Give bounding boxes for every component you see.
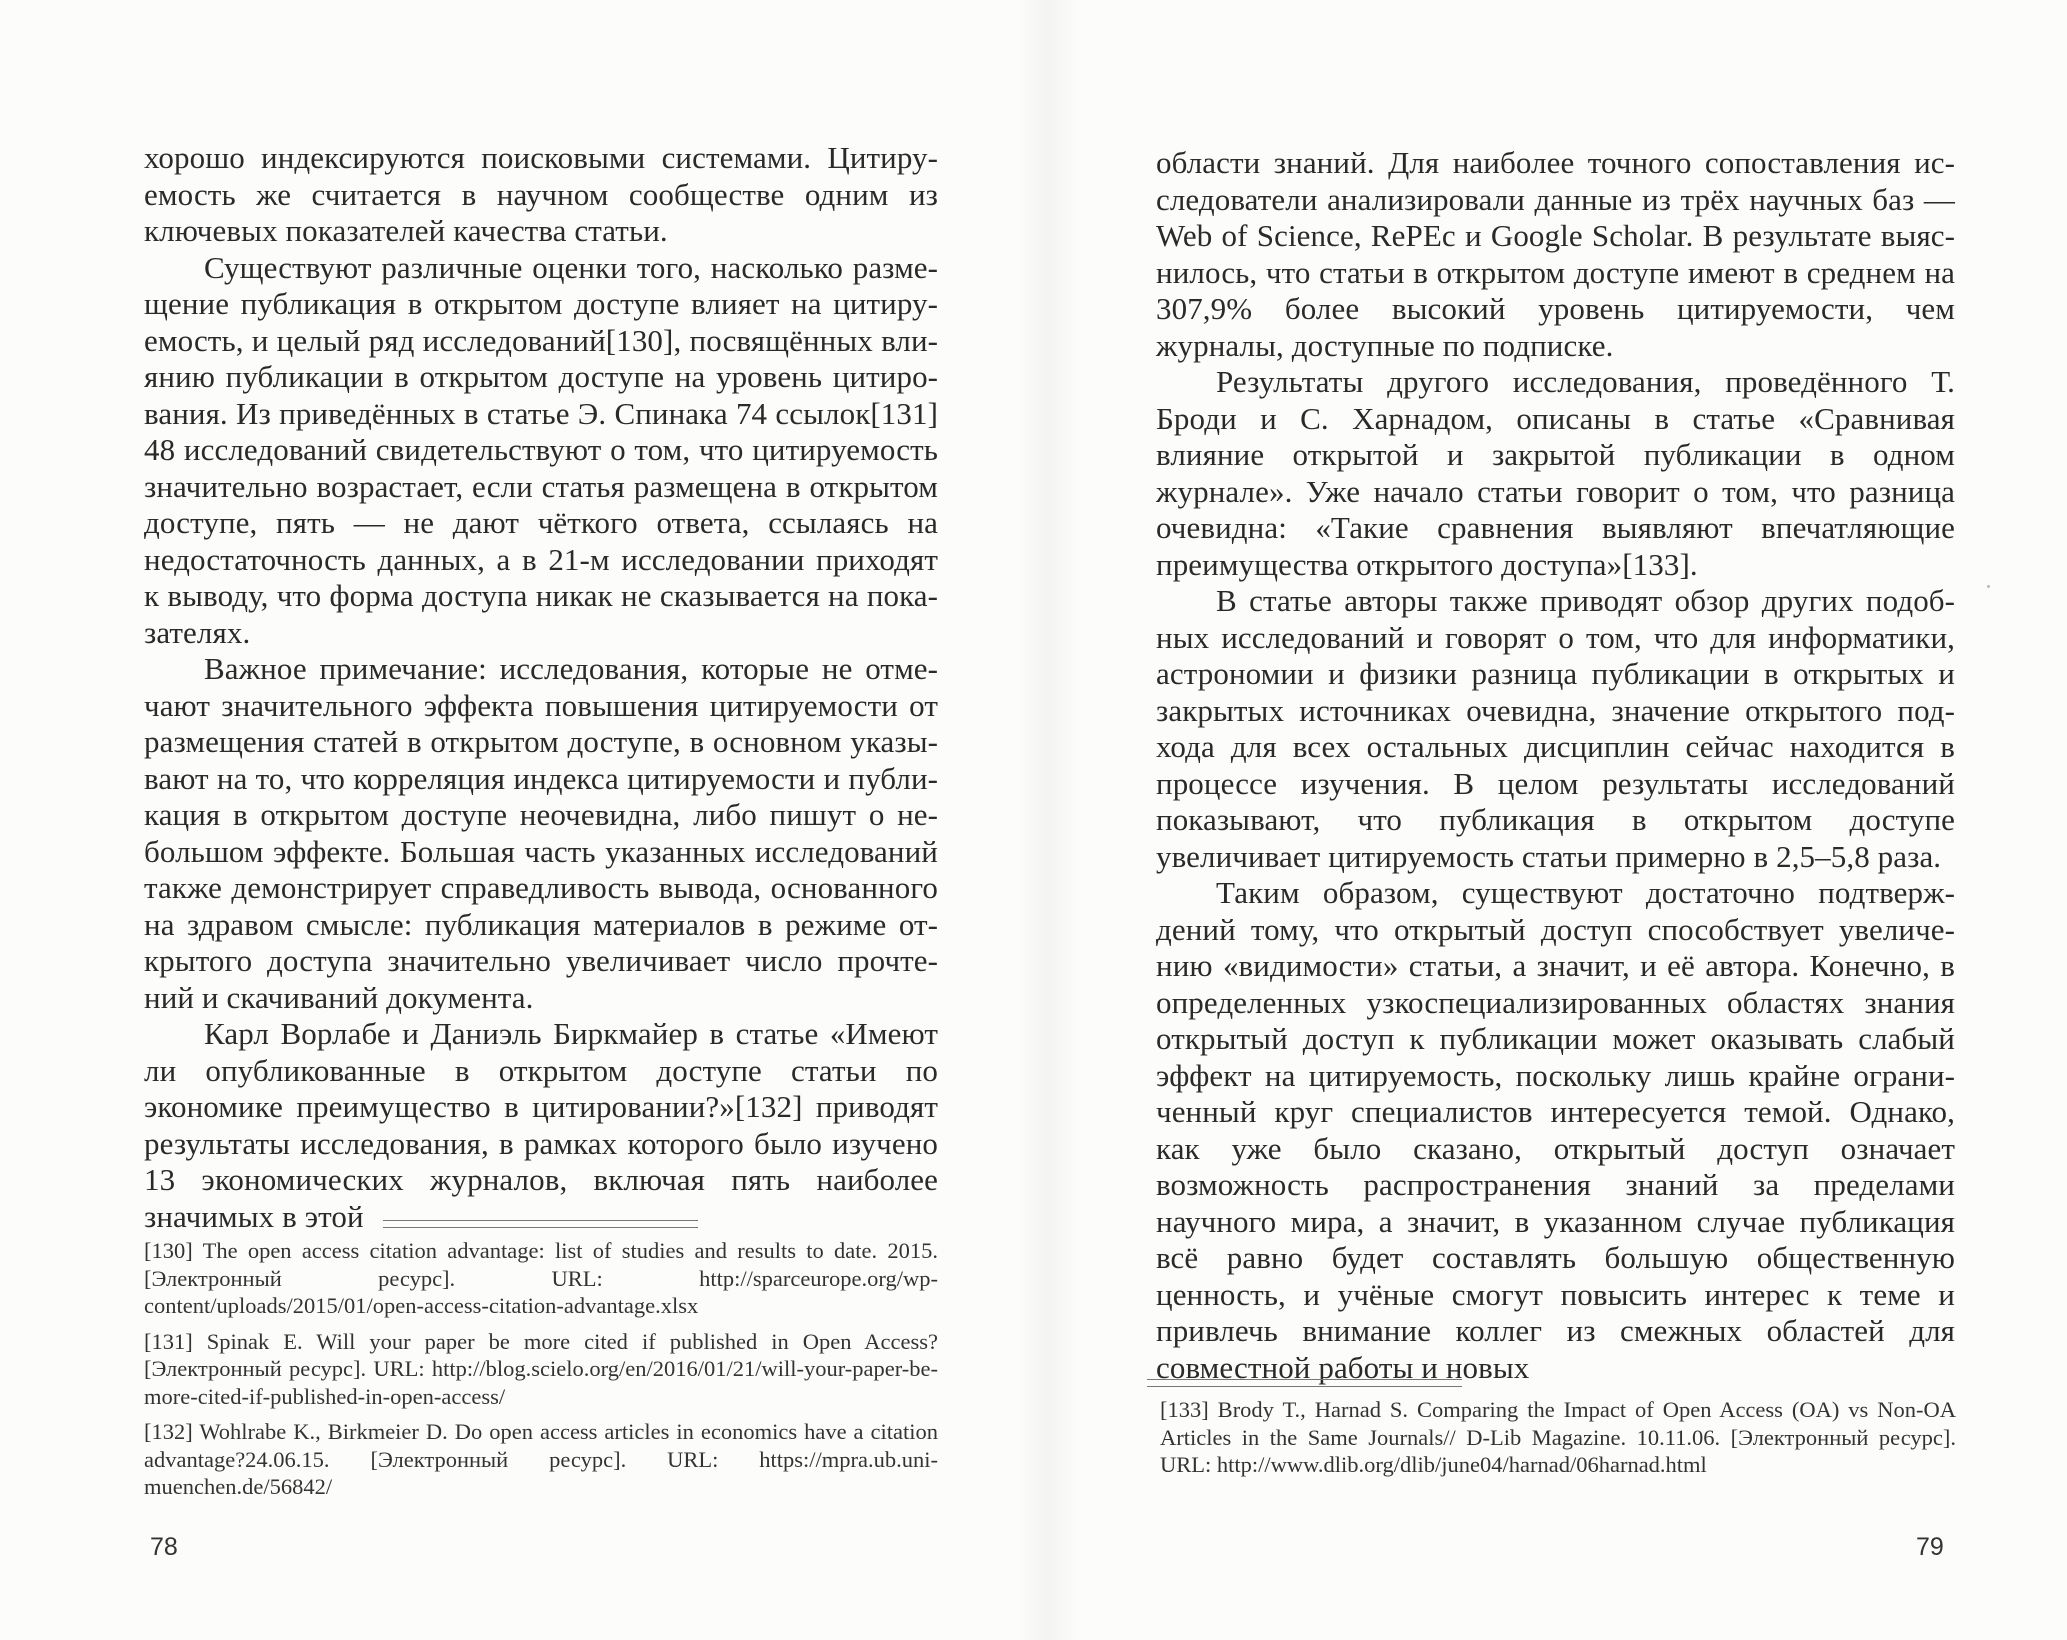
paragraph: В статье авторы также приводят обзор других подобных исследований и говорят о том, что для информатики, астрономии и физики разница публикации в открытых и закрытых источниках очевидна, значение открытого подхода для всех остальных дисциплин сейчас находится в процессе изучения. В целом результаты исследований показывают, что публикация в открытом доступе увеличивает цитируемость статьи примерно в 2,5–5,8 раза. [1156, 583, 1955, 874]
left-body-text [144, 140, 938, 1235]
footnote: [130] The open access citation advantage: list of studies and results to date. 2015. [Электронный ресурс]. URL: http://sparceurope.org/wp-content/uploads/2015/01/open-access-citation-advantage.xlsx [144, 1238, 938, 1318]
right-footnotes [1160, 1396, 1956, 1487]
left-footnotes [144, 1237, 938, 1509]
footnote: [133] Brody T., Harnad S. Comparing the Impact of Open Access (OA) vs Non-OA Articles in the Same Journals// D-Lib Magazine. 10.11.06. [Электронный ресурс]. URL: http://www.dlib.org/dlib/june04/harnad/06harnad.html [1160, 1397, 1956, 1477]
paragraph: Существуют различные оценки того, насколько размещение публикация в открытом доступе влияет на цитируемость, и целый ряд исследований[130], посвящённых влиянию публикации в открытом доступе на уровень цитирования. Из приведённых в статье Э. Спинака 74 ссылок[131] 48 исследований свидетельствуют о том, что цитируемость значительно возрастает, если статья размещена в открытом доступе, пять — не дают чёткого ответа, ссылаясь на недостаточность данных, а в 21-м исследовании приходят к выводу, что форма доступа никак не сказывается на показателях. [144, 249, 938, 650]
page-number: 79 [1916, 1533, 1944, 1561]
right-body-text [1156, 145, 1955, 1386]
footnote-separator [1147, 1379, 1462, 1387]
footnote: [131] Spinak E. Will your paper be more cited if published in Open Access? [Электронный ресурс]. URL: http://blog.scielo.org/en/2016/01/21/will-your-paper-be-more-cited-if-published-in-open-access/ [144, 1328, 938, 1409]
paper-speck [1987, 585, 1990, 588]
footnote-separator [383, 1220, 698, 1228]
left-page [0, 0, 1020, 1640]
footnote: [132] Wohlrabe K., Birkmeier D. Do open access articles in economics have a citation advantage?24.06.15. [Электронный ресурс]. URL: https://mpra.ub.uni-muenchen.de/56842/ [144, 1419, 938, 1499]
paragraph: области знаний. Для наиболее точного сопоставления исследователи анализировали данные из трёх научных баз — Web of Science, RePEc и Google Scholar. В результате выяснилось, что статьи в открытом доступе имеют в среднем на 307,9% более высокий уровень цитируемости, чем журналы, доступные по подписке. [1156, 145, 1955, 363]
paragraph: Таким образом, существуют достаточно подтверждений тому, что открытый доступ способствует увеличению «видимости» статьи, а значит, и её автора. Конечно, в определенных узкоспециализированных областях знания открытый доступ к публикации может оказывать слабый эффект на цитируемость, поскольку лишь крайне ограниченный круг специалистов интересуется темой. Однако, как уже было сказано, открытый доступ означает возможность распространения знаний за пределами научного мира, а значит, в указанном случае публикация всё равно будет составлять большую общественную ценность, и учёные смогут повысить интерес к теме и привлечь внимание коллег из смежных областей для совместной работы и новых [1156, 875, 1955, 1385]
paragraph: Результаты другого исследования, проведённого Т. Броди и С. Харнадом, описаны в статье «Сравнивая влияние открытой и закрытой публикации в одном журнале». Уже начало статьи говорит о том, что разница очевидна: «Такие сравнения выявляют впечатляющие преимущества открытого доступа»[133]. [1156, 364, 1955, 582]
paragraph: хорошо индексируются поисковыми системами. Цитируемость же считается в научном сообществе одним из ключевых показателей качества статьи. [144, 140, 938, 248]
page-number: 78 [150, 1533, 178, 1561]
paragraph: Карл Ворлабе и Даниэль Биркмайер в статье «Имеют ли опубликованные в открытом доступе статьи по экономике преимущество в цитировании?»[132] приводят результаты исследования, в рамках которого было изучено 13 экономических журналов, включая пять наиболее значимых в этой [144, 1016, 938, 1234]
right-page [1030, 0, 2067, 1640]
paragraph: Важное примечание: исследования, которые не отмечают значительного эффекта повышения цитируемости от размещения статей в открытом доступе, в основном указывают на то, что корреляция индекса цитируемости и публикация в открытом доступе неочевидна, либо пишут о небольшом эффекте. Большая часть указанных исследований также демонстрирует справедливость вывода, основанного на здравом смысле: публикация материалов в режиме открытого доступа значительно увеличивает число прочтений и скачиваний документа. [144, 651, 938, 1015]
